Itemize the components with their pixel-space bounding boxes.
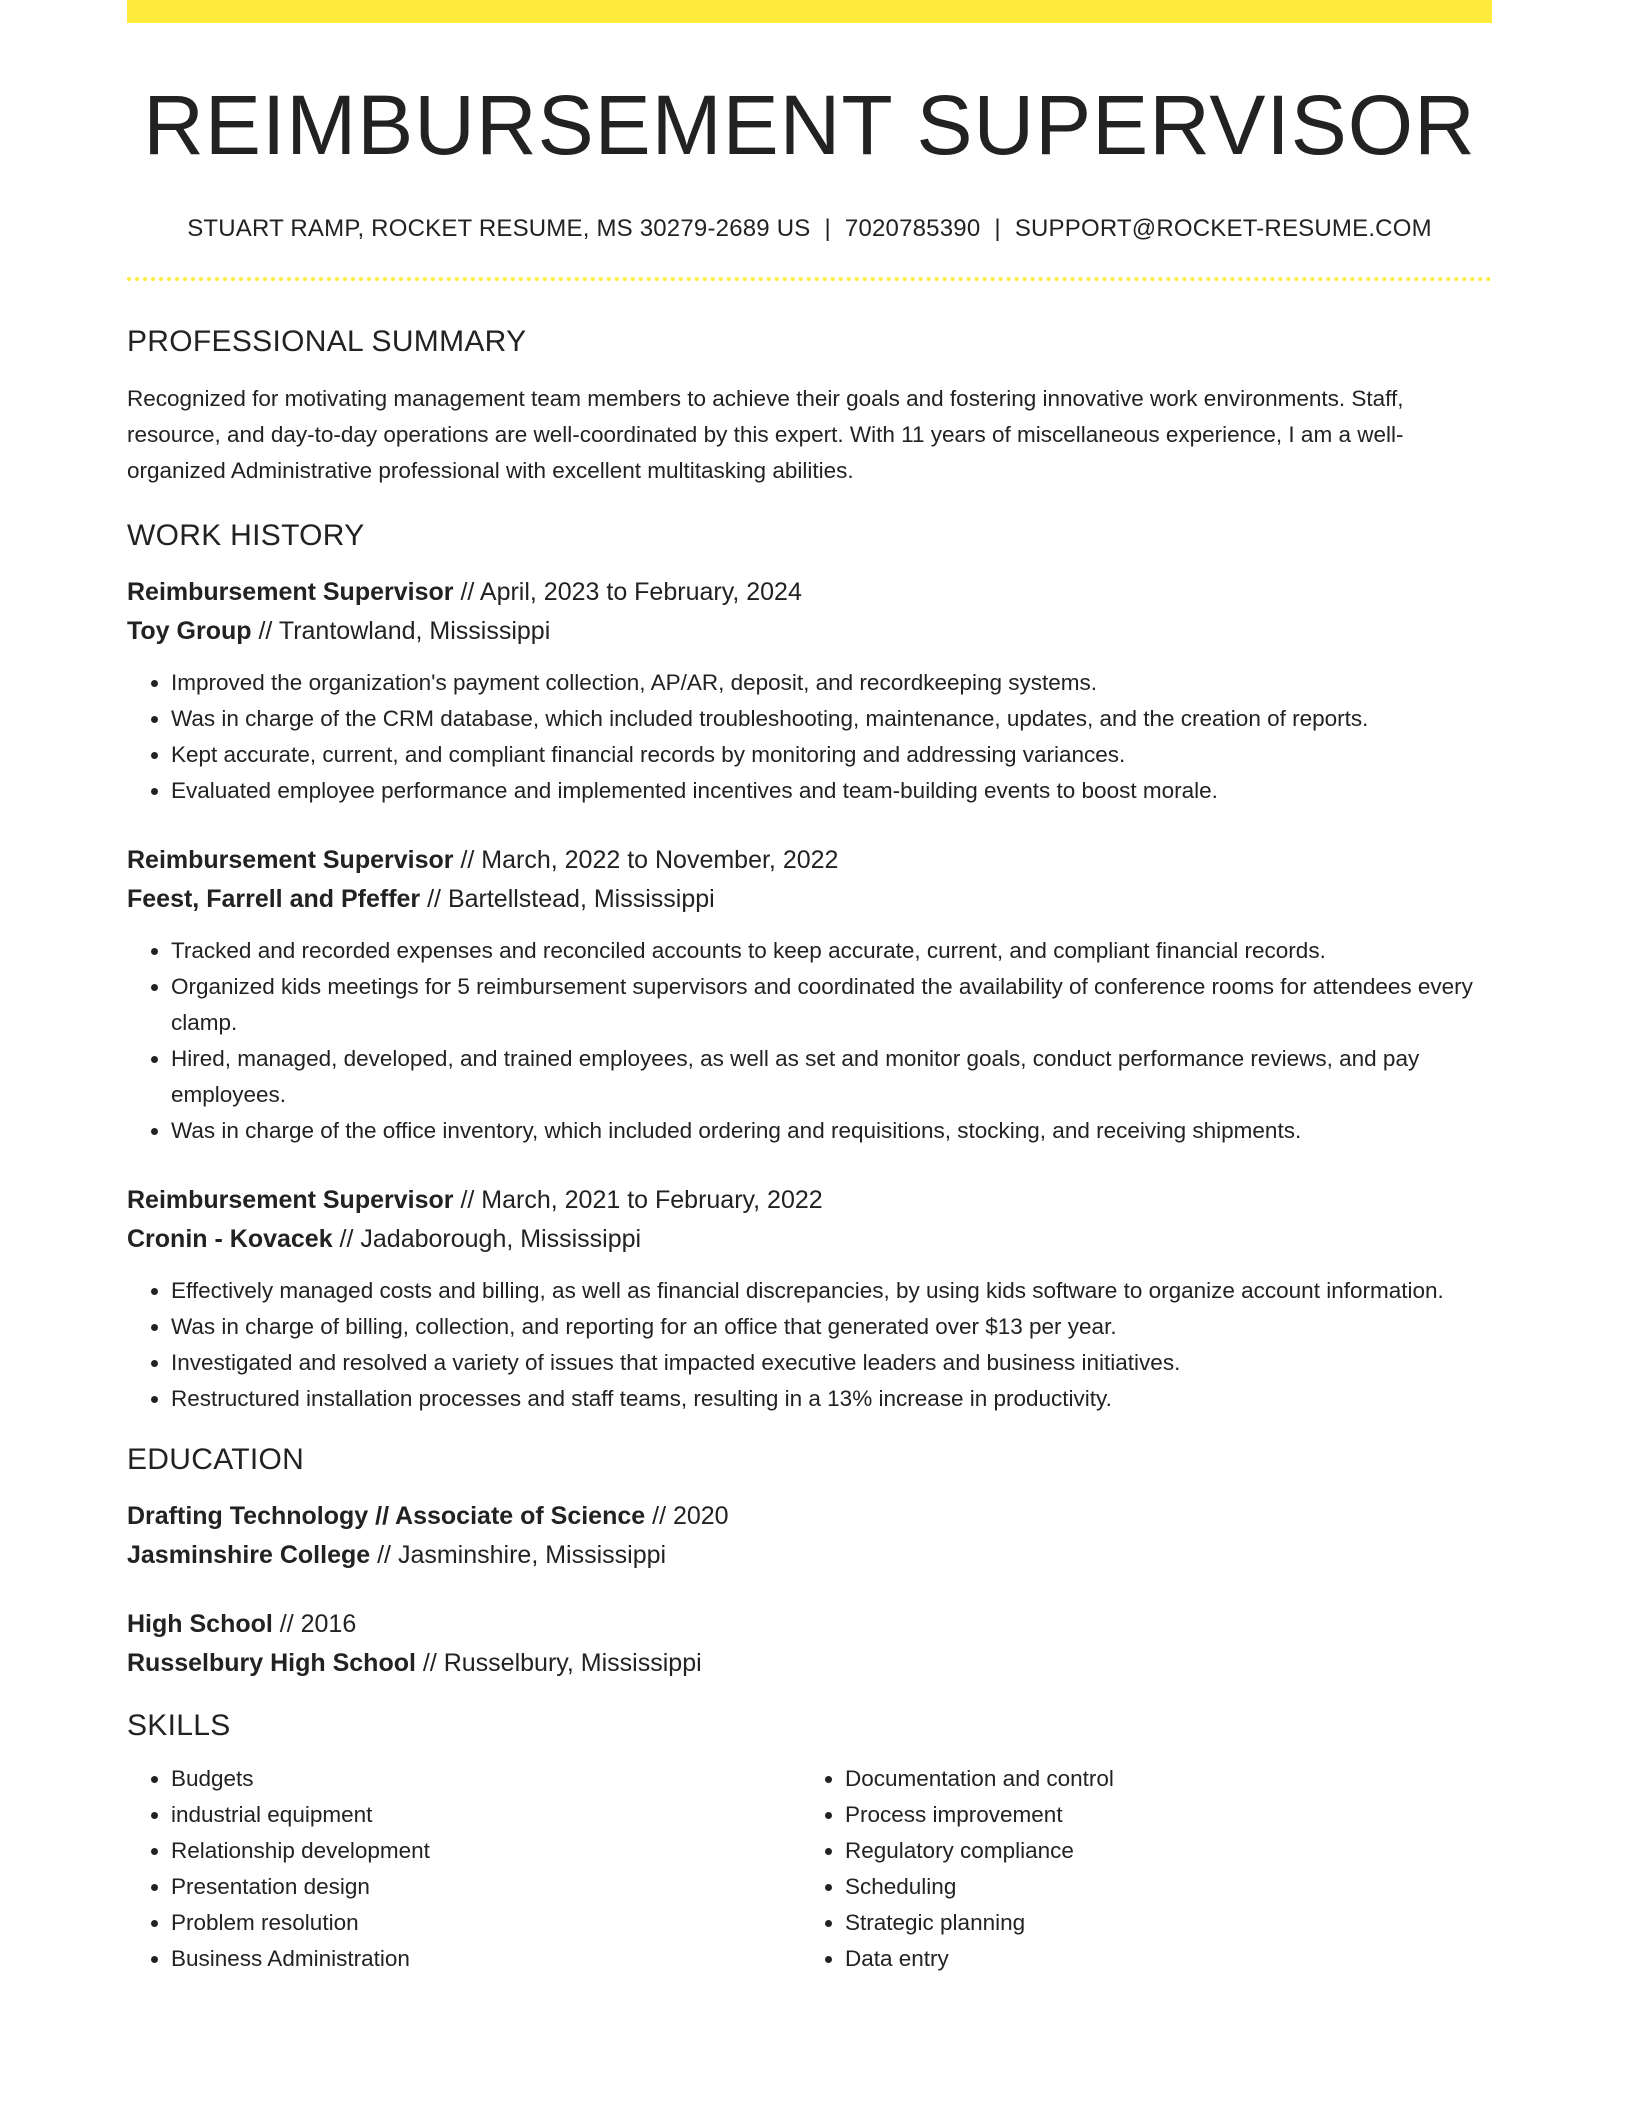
skills-heading: SKILLS [127,1709,231,1743]
job-company-line [127,612,1492,651]
skill-item: • Relationship development [171,1833,801,1869]
job-company-line [127,880,1492,919]
summary-heading: PROFESSIONAL SUMMARY [127,325,527,359]
job-bullets [127,933,1492,1149]
contact-phone: 7020785390 [844,215,981,243]
job-company: Toy Group [127,617,252,646]
job-location: // Bartellstead, Mississippi [420,885,715,914]
degree: High School [127,1610,273,1639]
job-company-line [127,1220,1492,1259]
job-bullet: • Was in charge of billing, collection, and reporting for an office that generated over $13 per year. [171,1309,1492,1345]
graduation-year: // 2020 [645,1502,729,1531]
job-title: Reimbursement Supervisor [127,846,454,875]
school-name: Russelbury High School [127,1649,416,1678]
job-entry [127,841,1492,1149]
job-location: // Jadaborough, Mississippi [332,1225,642,1254]
skill-item: • Presentation design [171,1869,801,1905]
skill-item: • Budgets [171,1761,801,1797]
job-dates: // March, 2021 to February, 2022 [453,1186,823,1215]
job-bullet: • Tracked and recorded expenses and reconciled accounts to keep accurate, current, and compliant financial records. [171,933,1492,969]
education-entry [127,1497,1492,1575]
school-location: // Russelbury, Mississippi [415,1649,702,1678]
skill-item: • Process improvement [845,1797,1485,1833]
job-dates: // April, 2023 to February, 2024 [453,578,802,607]
contact-address: STUART RAMP, ROCKET RESUME, MS 30279-2689 US [187,215,811,243]
header-divider [127,277,1492,281]
skill-item: • Regulatory compliance [845,1833,1485,1869]
job-bullet: • Hired, managed, developed, and trained employees, as well as set and monitor goals, conduct performance reviews, and pay employees. [171,1041,1492,1113]
job-bullets [127,665,1492,809]
contact-separator: | [994,215,1001,243]
summary-text: Recognized for motivating management team members to achieve their goals and fostering innovative work environments. Staff, resource, and day-to-day operations are well-coordinated by this expert. With 11 years of miscellaneous experience, I am a well-organized Administrative professional with excellent multitasking abilities. [127,386,1404,484]
job-bullet: • Restructured installation processes and staff teams, resulting in a 13% increase in productivity. [171,1381,1492,1417]
job-entry [127,1181,1492,1417]
graduation-year: // 2016 [272,1610,357,1639]
degree-line [127,1497,1492,1536]
job-dates: // March, 2022 to November, 2022 [453,846,839,875]
job-company: Cronin - Kovacek [127,1225,333,1254]
job-title-line [127,1181,1492,1220]
job-bullets [127,1273,1492,1417]
skills-list-right [801,1761,1485,1977]
skill-item: • Data entry [845,1941,1485,1977]
job-bullet: • Evaluated employee performance and implemented incentives and team-building events to boost morale. [171,773,1492,809]
page-title: REIMBURSEMENT SUPERVISOR [143,78,1476,172]
job-title: Reimbursement Supervisor [127,1186,454,1215]
job-title: Reimbursement Supervisor [127,578,454,607]
school-line [127,1644,1492,1683]
job-bullet: • Effectively managed costs and billing, as well as financial discrepancies, by using kids software to organize account information. [171,1273,1492,1309]
skill-item: • Problem resolution [171,1905,801,1941]
school-line [127,1536,1492,1575]
job-company: Feest, Farrell and Pfeffer [127,885,421,914]
degree: Drafting Technology // Associate of Science [127,1502,646,1531]
education-entry [127,1605,1492,1683]
skill-item: • Documentation and control [845,1761,1485,1797]
job-bullet: • Organized kids meetings for 5 reimbursement supervisors and coordinated the availability of conference rooms for attendees every clamp. [171,969,1492,1041]
contact-separator: | [824,215,831,243]
work-history-heading: WORK HISTORY [127,519,365,553]
job-bullet: • Kept accurate, current, and compliant financial records by monitoring and addressing variances. [171,737,1492,773]
accent-bar [127,0,1492,23]
skill-item: • industrial equipment [171,1797,801,1833]
skill-item: • Strategic planning [845,1905,1485,1941]
job-bullet: • Improved the organization's payment collection, AP/AR, deposit, and recordkeeping systems. [171,665,1492,701]
contact-email: SUPPORT@ROCKET-RESUME.COM [1014,215,1432,243]
job-bullet: • Investigated and resolved a variety of issues that impacted executive leaders and business initiatives. [171,1345,1492,1381]
degree-line [127,1605,1492,1644]
school-name: Jasminshire College [127,1541,371,1570]
job-title-line [127,573,1492,612]
skill-item: • Scheduling [845,1869,1485,1905]
job-bullet: • Was in charge of the CRM database, which included troubleshooting, maintenance, updates, and the creation of reports. [171,701,1492,737]
school-location: // Jasminshire, Mississippi [370,1541,667,1570]
resume-page [127,0,1492,1977]
job-title-line [127,841,1492,880]
skills-grid [127,1761,1492,1977]
job-location: // Trantowland, Mississippi [251,617,551,646]
skills-list-left [127,1761,801,1977]
education-heading: EDUCATION [127,1443,305,1477]
job-bullet: • Was in charge of the office inventory, which included ordering and requisitions, stocking, and receiving shipments. [171,1113,1492,1149]
skill-item: • Business Administration [171,1941,801,1977]
contact-line [127,215,1492,243]
job-entry [127,573,1492,809]
